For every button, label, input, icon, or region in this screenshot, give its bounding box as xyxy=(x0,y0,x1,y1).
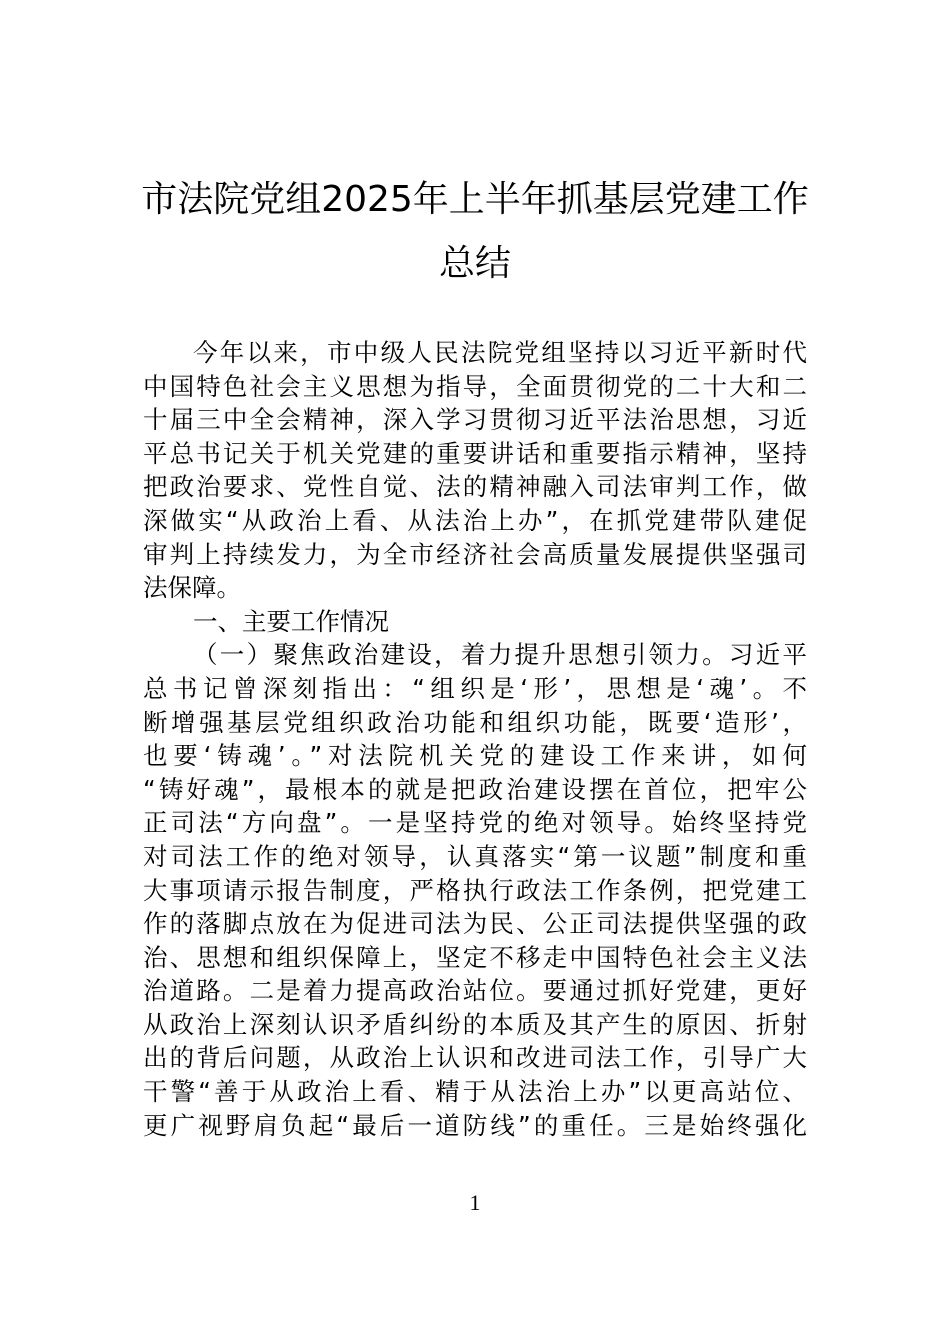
document-body xyxy=(143,336,807,1142)
paragraph-section-1-line: 作的落脚点放在为促进司法为民、公正司法提供坚强的政 xyxy=(143,909,807,939)
paragraph-section-1-line: 也要‘铸魂’。”对法院机关党的建设工作来讲，如何 xyxy=(143,741,807,771)
paragraph-section-1-line: 断增强基层党组织政治功能和组织功能，既要‘造形’， xyxy=(143,707,807,737)
paragraph-section-1-line: 总书记曾深刻指出：“组织是‘形’，思想是‘魂’。不 xyxy=(143,673,807,703)
document-title xyxy=(140,168,810,296)
paragraph-intro-line: 把政治要求、党性自觉、法的精神融入司法审判工作，做 xyxy=(143,472,807,502)
title-line-2: 总结 xyxy=(438,243,511,284)
title-line-1: 市法院党组2025年上半年抓基层党建工作 xyxy=(141,179,809,220)
paragraph-section-1-line: 从政治上深刻认识矛盾纠纷的本质及其产生的原因、折射 xyxy=(143,1009,807,1039)
paragraph-intro-line: 十届三中全会精神，深入学习贯彻习近平法治思想，习近 xyxy=(143,405,807,435)
paragraph-section-1-line: 更广视野肩负起“最后一道防线”的重任。三是始终强化 xyxy=(143,1110,807,1140)
paragraph-intro-line: 今年以来，市中级人民法院党组坚持以习近平新时代 xyxy=(193,338,807,367)
paragraph-intro-line: 法保障。 xyxy=(143,573,241,603)
paragraph-intro-line: 深做实“从政治上看、从法治上办”，在抓党建带队建促 xyxy=(143,505,807,535)
paragraph-intro-line: 中国特色社会主义思想为指导，全面贯彻党的二十大和二 xyxy=(143,371,807,401)
paragraph-intro-line: 审判上持续发力，为全市经济社会高质量发展提供坚强司 xyxy=(143,539,807,569)
paragraph-section-1-line: “铸好魂”，最根本的就是把政治建设摆在首位，把牢公 xyxy=(143,774,807,804)
paragraph-section-1-line: 治道路。二是着力提高政治站位。要通过抓好党建，更好 xyxy=(143,976,807,1006)
paragraph-section-1-line: （一）聚焦政治建设，着力提升思想引领力。习近平 xyxy=(193,640,807,670)
paragraph-section-1-line: 正司法“方向盘”。一是坚持党的绝对领导。始终坚持党 xyxy=(143,808,807,838)
paragraph-section-1-line: 干警“善于从政治上看、精于从法治上办”以更高站位、 xyxy=(143,1077,807,1107)
paragraph-section-1-line: 大事项请示报告制度，严格执行政法工作条例，把党建工 xyxy=(143,875,807,905)
page-number: 1 xyxy=(469,1190,481,1215)
paragraph-section-1-line: 治、思想和组织保障上，坚定不移走中国特色社会主义法 xyxy=(143,942,807,972)
paragraph-section-1-line: 出的背后问题，从政治上认识和改进司法工作，引导广大 xyxy=(143,1043,807,1073)
section-heading: 一、主要工作情况 xyxy=(193,606,389,636)
paragraph-intro-line: 平总书记关于机关党建的重要讲话和重要指示精神，坚持 xyxy=(143,438,807,468)
paragraph-section-1-line: 对司法工作的绝对领导，认真落实“第一议题”制度和重 xyxy=(143,841,807,871)
